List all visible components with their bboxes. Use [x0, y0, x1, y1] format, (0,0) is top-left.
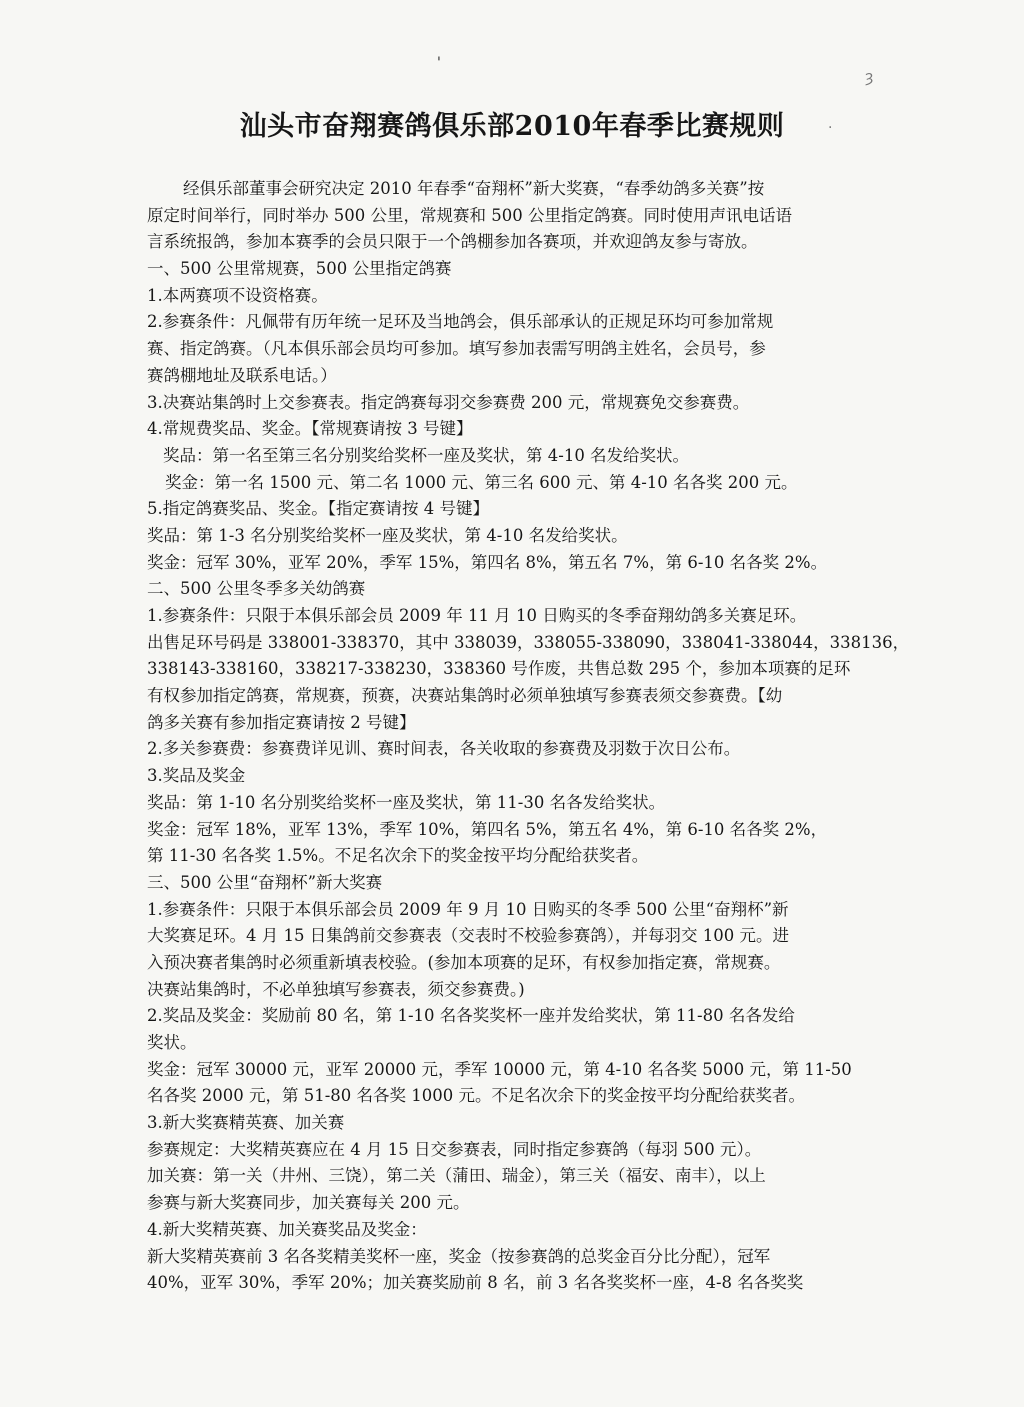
- paragraph-line: 鸽多关赛有参加指定赛请按 2 号键】: [147, 712, 416, 732]
- section-heading: 一、500 公里常规赛，500 公里指定鸽赛: [147, 259, 452, 279]
- paragraph-line: 第 11-30 名各奖 1.5%。不足名次余下的奖金按平均分配给获奖者。: [147, 846, 649, 866]
- paragraph-line: 3.决赛站集鸽时上交参赛表。指定鸽赛每羽交参赛费 200 元，常规赛免交参赛费。: [147, 392, 750, 412]
- paragraph-line: 赛、指定鸽赛。（凡本俱乐部会员均可参加。填写参加表需写明鸽主姓名，会员号，参: [147, 339, 766, 359]
- paragraph-line: 原定时间举行，同时举办 500 公里，常规赛和 500 公里指定鸽赛。同时使用声讯电话语: [147, 205, 792, 225]
- paragraph-line: 加关赛：第一关（井州、三饶），第二关（蒲田、瑞金），第三关（福安、南丰），以上: [147, 1166, 766, 1186]
- paragraph-line: 4.常规费奖品、奖金。【常规赛请按 3 号键】: [147, 419, 473, 439]
- paragraph-line: 3.新大奖赛精英赛、加关赛: [147, 1113, 345, 1133]
- paragraph-line: 言系统报鸽，参加本赛季的会员只限于一个鸽棚参加各赛项，并欢迎鸽友参与寄放。: [147, 232, 758, 252]
- paragraph-line: 奖金：冠军 30%，亚军 20%，季军 15%，第四名 8%，第五名 7%，第 6-10 名各奖 2%。: [147, 552, 828, 572]
- paragraph-line: 1.参赛条件：只限于本俱乐部会员 2009 年 11 月 10 日购买的冬季奋翔幼鸽多关赛足环。: [147, 606, 807, 625]
- paragraph-line: 奖品：第 1-3 名分别奖给奖杯一座及奖状，第 4-10 名发给奖状。: [147, 525, 628, 545]
- paragraph-line: 5.指定鸽赛奖品、奖金。【指定赛请按 4 号键】: [147, 499, 489, 519]
- scan-dot-mark: .: [828, 116, 833, 132]
- document-body: [147, 176, 917, 1297]
- paragraph-line: 2.参赛条件：凡佩带有历年统一足环及当地鸽会，俱乐部承认的正规足环均可参加常规: [147, 312, 774, 332]
- paragraph-line: 40%，亚军 30%，季军 20%；加关赛奖励前 8 名，前 3 名各奖奖杯一座，4-8 名各奖奖: [147, 1273, 804, 1293]
- paragraph-line: 2.多关参赛费：参赛费详见训、赛时间表，各关收取的参赛费及羽数于次日公布。: [147, 739, 741, 759]
- paragraph-line: 赛鸽棚地址及联系电话。）: [147, 365, 337, 385]
- paragraph-line: 奖品：第 1-10 名分别奖给奖杯一座及奖状，第 11-30 名各发给奖状。: [147, 792, 666, 812]
- paragraph-line: 大奖赛足环。4 月 15 日集鸽前交参赛表（交表时不校验参赛鸽），并每羽交 100 元。进: [147, 926, 789, 946]
- paragraph-line: 决赛站集鸽时，不必单独填写参赛表，须交参赛费。): [147, 979, 525, 999]
- paragraph-line: 奖品：第一名至第三名分别奖给奖杯一座及奖状，第 4-10 名发给奖状。: [163, 445, 690, 465]
- paragraph-line: 奖金：冠军 30000 元，亚军 20000 元，季军 10000 元，第 4-10 名各奖 5000 元，第 11-50: [147, 1059, 852, 1079]
- section-heading: 三、500 公里“奋翔杯”新大奖赛: [147, 872, 383, 892]
- paragraph-line: 1.本两赛项不设资格赛。: [147, 285, 328, 305]
- paragraph-line: 参赛规定：大奖精英赛应在 4 月 15 日交参赛表，同时指定参赛鸽（每羽 500 元）。: [147, 1139, 762, 1159]
- scan-speck-mark: ': [437, 55, 441, 71]
- paragraph-line: 奖金：第一名 1500 元、第二名 1000 元、第三名 600 元、第 4-10 名各奖 200 元。: [165, 472, 798, 492]
- section-heading: 二、500 公里冬季多关幼鸽赛: [147, 579, 366, 599]
- paragraph-line: 奖金：冠军 18%，亚军 13%，季军 10%，第四名 5%，第五名 4%，第 6-10 名各奖 2%，: [147, 819, 828, 839]
- scan-handwritten-mark: ȝ: [865, 67, 874, 86]
- paragraph-line: 1.参赛条件：只限于本俱乐部会员 2009 年 9 月 10 日购买的冬季 500 公里“奋翔杯”新: [147, 899, 789, 919]
- paragraph-line: 有权参加指定鸽赛，常规赛，预赛，决赛站集鸽时必须单独填写参赛表须交参赛费。【幼: [147, 686, 783, 706]
- paragraph-line: 338143-338160，338217-338230，338360 号作废，共售总数 295 个，参加本项赛的足环: [147, 659, 851, 679]
- paragraph-line: 3.奖品及奖金: [147, 766, 246, 786]
- paragraph-line: 新大奖精英赛前 3 名各奖精美奖杯一座，奖金（按参赛鸽的总奖金百分比分配），冠军: [147, 1246, 771, 1266]
- paragraph-line: 入预决赛者集鸽时必须重新填表校验。(参加本项赛的足环，有权参加指定赛，常规赛。: [147, 952, 781, 972]
- document-title: 汕头市奋翔赛鸽俱乐部2010年春季比赛规则: [239, 111, 785, 142]
- paragraph-line: 4.新大奖精英赛、加关赛奖品及奖金：: [147, 1219, 427, 1239]
- paragraph-line: 2.奖品及奖金：奖励前 80 名，第 1-10 名各奖奖杯一座并发给奖状，第 11-80 名各发给: [147, 1006, 795, 1026]
- paragraph-line: 奖状。: [147, 1033, 197, 1052]
- paragraph-line: 出售足环号码是 338001-338370，其中 338039，338055-338090，338041-338044，338136，: [147, 632, 910, 652]
- paragraph-line: 名各奖 2000 元，第 51-80 名各奖 1000 元。不足名次余下的奖金按平均分配给获奖者。: [147, 1086, 806, 1106]
- paragraph-line: 参赛与新大奖赛同步，加关赛每关 200 元。: [147, 1193, 470, 1213]
- paragraph-line: 经俱乐部董事会研究决定 2010 年春季“奋翔杯”新大奖赛，“春季幼鸽多关赛”按: [183, 179, 765, 198]
